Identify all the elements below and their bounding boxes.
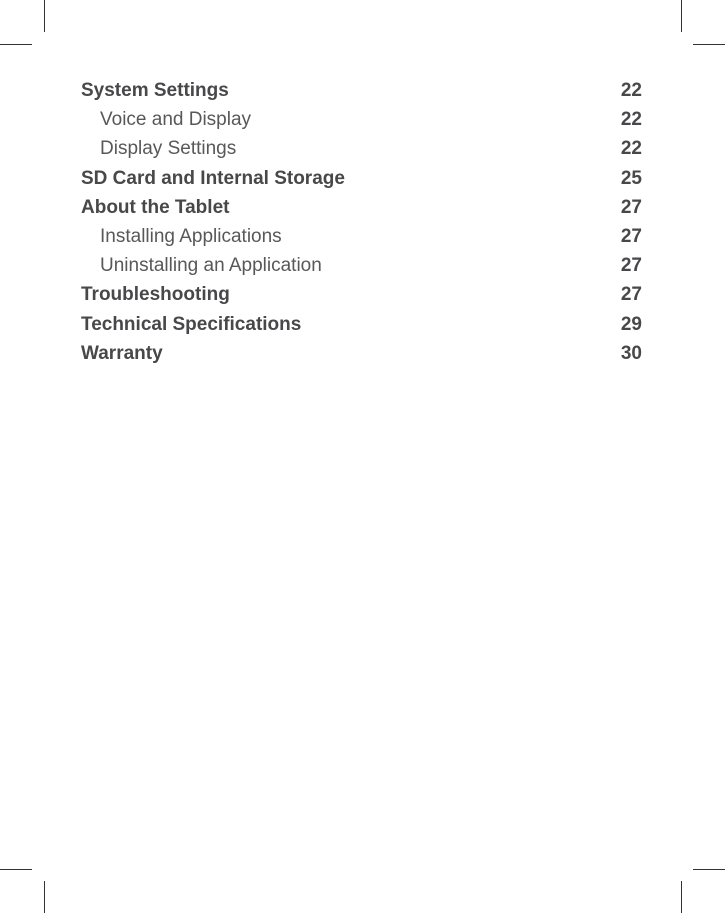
table-of-contents	[81, 76, 642, 368]
toc-entry-page: 22	[620, 138, 642, 160]
crop-mark-top-left-horizontal	[0, 44, 32, 45]
toc-entry-page: 22	[620, 109, 642, 131]
toc-entry-title: Installing Applications	[100, 225, 282, 247]
toc-entry-page: 27	[620, 196, 642, 218]
toc-entry-voice-and-display[interactable]	[81, 105, 642, 134]
toc-entry-title: Troubleshooting	[81, 284, 230, 306]
toc-entry-technical-specifications[interactable]	[81, 310, 642, 339]
toc-entry-title: Voice and Display	[100, 109, 252, 131]
crop-mark-top-right-horizontal	[693, 44, 725, 45]
toc-entry-page: 27	[620, 255, 642, 277]
toc-entry-title: Uninstalling an Application	[100, 255, 322, 277]
toc-entry-title: Warranty	[81, 342, 163, 364]
toc-entry-about-the-tablet[interactable]	[81, 193, 642, 222]
toc-entry-uninstalling-an-application[interactable]	[81, 251, 642, 280]
crop-mark-bottom-left-vertical	[44, 881, 45, 913]
toc-entry-title: System Settings	[81, 80, 229, 101]
crop-mark-bottom-right-vertical	[681, 881, 682, 913]
toc-entry-page: 27	[620, 225, 642, 247]
toc-entry-sd-card-and-internal-storage[interactable]	[81, 164, 642, 193]
toc-entry-display-settings[interactable]	[81, 134, 642, 163]
toc-entry-title: Technical Specifications	[81, 313, 302, 335]
toc-entry-page: 29	[620, 313, 642, 335]
crop-mark-bottom-left-horizontal	[0, 869, 32, 870]
toc-entry-title: Display Settings	[100, 138, 237, 160]
toc-entry-page: 22	[620, 80, 642, 101]
crop-mark-top-left-vertical	[44, 0, 45, 32]
toc-entry-troubleshooting[interactable]	[81, 280, 642, 309]
toc-entry-page: 27	[620, 284, 642, 306]
crop-mark-bottom-right-horizontal	[693, 869, 725, 870]
toc-entry-page: 25	[620, 167, 642, 189]
toc-entry-title: SD Card and Internal Storage	[81, 167, 345, 189]
toc-entry-title: About the Tablet	[81, 196, 230, 218]
toc-entry-page: 30	[620, 342, 642, 364]
toc-entry-warranty[interactable]	[81, 339, 642, 368]
toc-entry-system-settings[interactable]	[81, 76, 642, 105]
toc-entry-installing-applications[interactable]	[81, 222, 642, 251]
crop-mark-top-right-vertical	[681, 0, 682, 32]
